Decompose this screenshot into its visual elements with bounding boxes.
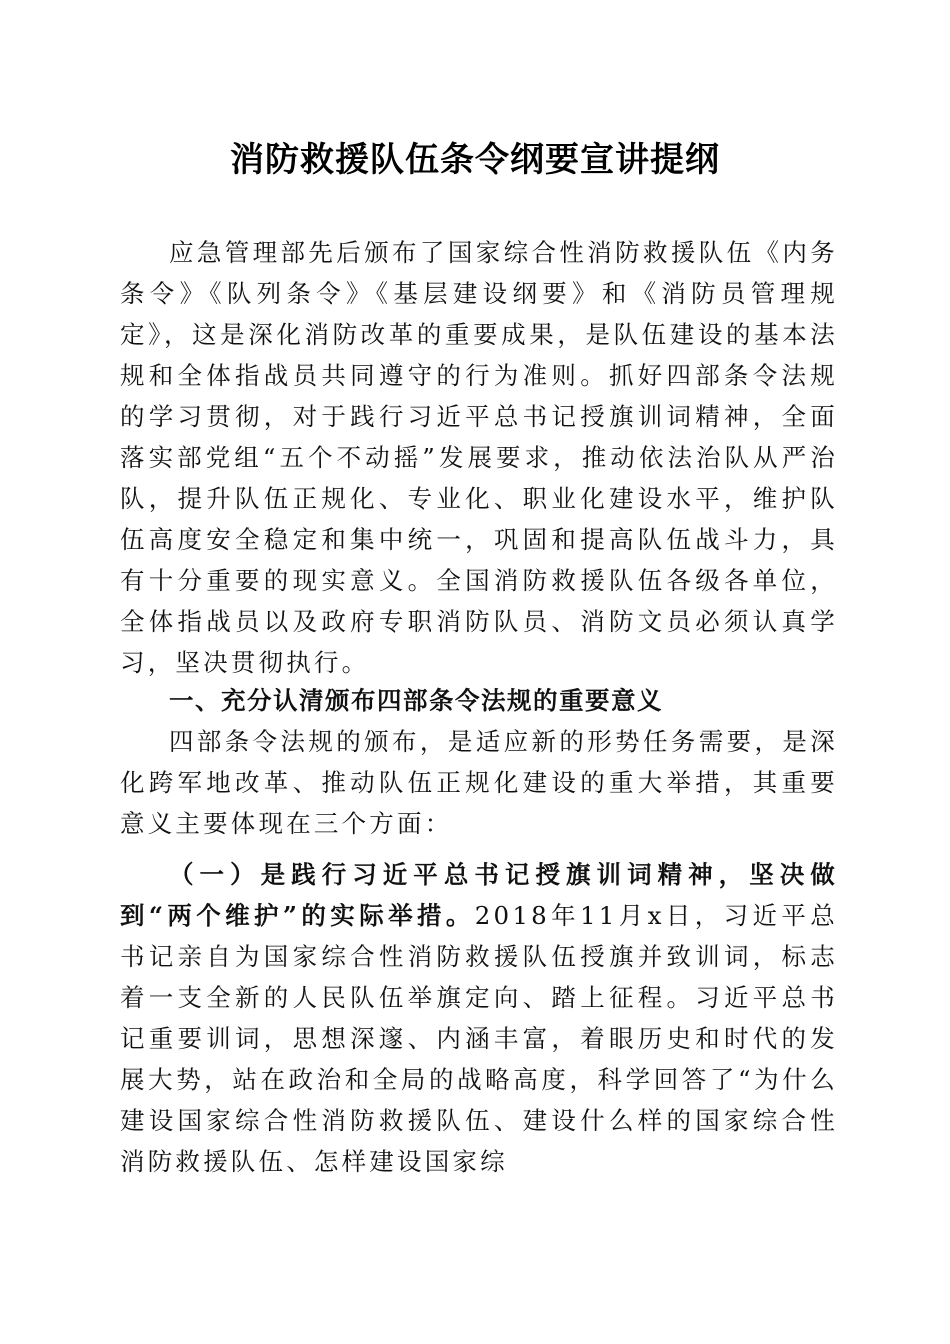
subsection-heading-1: （一）是践行习近平总书记授旗训词精神，坚决做到“两个维护”的实际举措。 [120, 860, 838, 930]
document-title: 消防救援队伍条令纲要宣讲提纲 [230, 140, 720, 180]
subsection-1-paragraph [120, 854, 838, 1182]
subsection-1-body: 2018年11月x日，习近平总书记亲自为国家综合性消防救援队伍授旗并致训词，标志着一支全新的人民队伍举旗定向、踏上征程。习近平总书记重要训词，思想深邃、内涵丰富，着眼历史和时代的发展大势，站在政治和全局的战略高度，科学回答了“为什么建设国家综合性消防救援队伍、建设什么样的国家综合性消防救援队伍、怎样建设国家综 [120, 901, 838, 1176]
intro-paragraph: 应急管理部先后颁布了国家综合性消防救援队伍《内务条令》《队列条令》《基层建设纲要》和《消防员管理规定》，这是深化消防改革的重要成果，是队伍建设的基本法规和全体指战员共同遵守的行为准则。抓好四部条令法规的学习贯彻，对于践行习近平总书记授旗训词精神，全面落实部党组“五个不动摇”发展要求，推动依法治队从严治队，提升队伍正规化、专业化、职业化建设水平，维护队伍高度安全稳定和集中统一，巩固和提高队伍战斗力，具有十分重要的现实意义。全国消防救援队伍各级各单位，全体指战员以及政府专职消防队员、消防文员必须认真学习，坚决贯彻执行。 [120, 238, 838, 677]
section-1-paragraph: 四部条令法规的颁布，是适应新的形势任务需要，是深化跨军地改革、推动队伍正规化建设的重大举措，其重要意义主要体现在三个方面： [120, 727, 838, 838]
section-heading-1: 一、充分认清颁布四部条令法规的重要意义 [169, 686, 663, 715]
